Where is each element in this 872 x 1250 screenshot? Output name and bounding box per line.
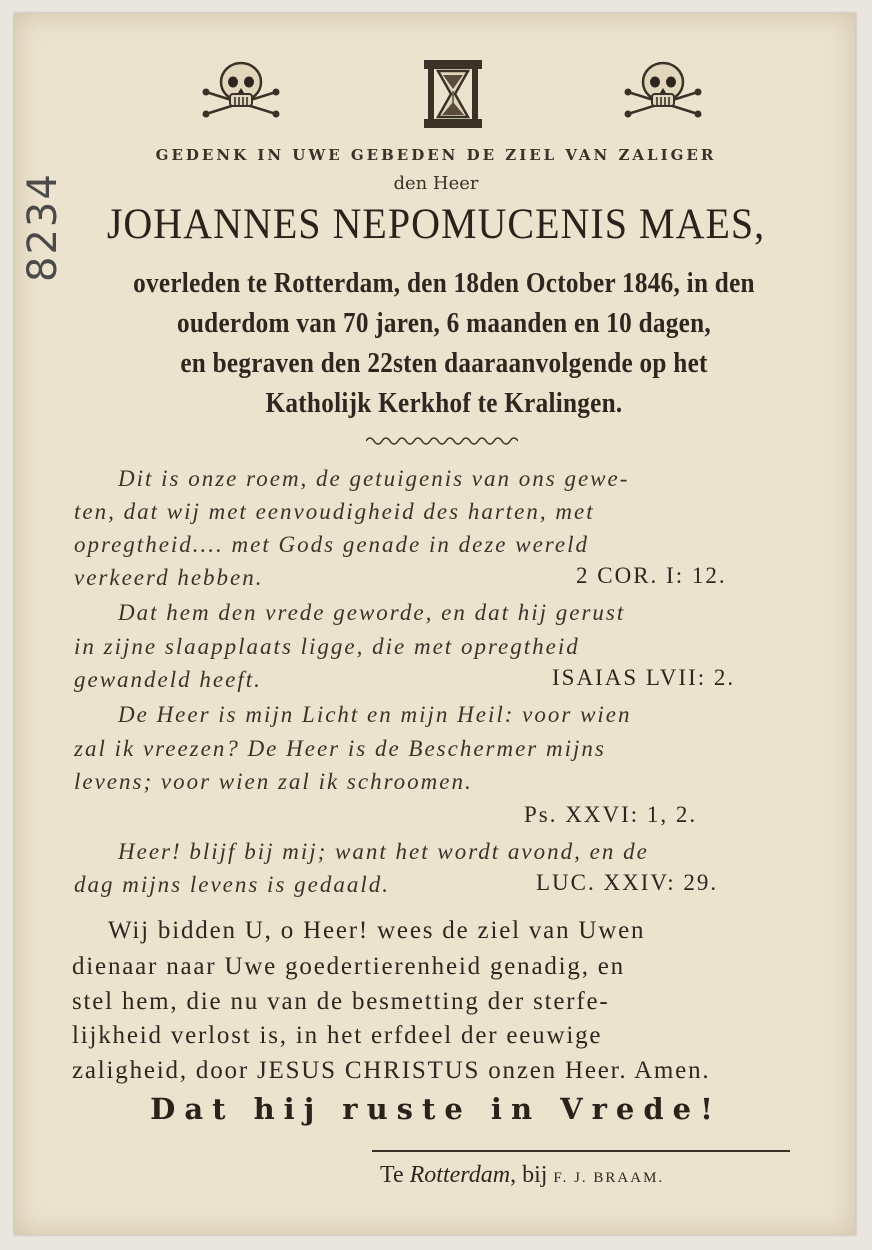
imprint-city: Rotterdam — [409, 1162, 511, 1188]
scripture-reference: Ps. XXVI: 1, 2. — [524, 802, 698, 827]
printer-imprint — [380, 1162, 800, 1189]
verse-line: verkeerd hebben. — [74, 565, 264, 590]
verse-line: dag mijns levens is gedaald. — [74, 872, 390, 897]
prayer-line: Wij bidden U, o Heer! wees de ziel van Uwen — [108, 917, 646, 944]
deceased-name: JOHANNES NEPOMUCENIS MAES, — [106, 199, 766, 248]
verse-line: gewandeld heeft. — [74, 667, 262, 692]
bio-line: en begraven den 22sten daaraanvolgende op het — [180, 348, 708, 379]
skull-crossbones-icon — [200, 58, 282, 124]
hourglass-icon — [422, 58, 484, 130]
bio-line: ouderdom van 70 jaren, 6 maanden en 10 dagen, — [177, 308, 711, 339]
skull-crossbones-icon — [622, 58, 704, 124]
title-prefix: den Heer — [393, 173, 479, 194]
divider-rule — [372, 1150, 790, 1152]
verse-line: Heer! blijf bij mij; want het wordt avond, en de — [118, 839, 649, 864]
verse-line: Dat hem den vrede geworde, en dat hij gerust — [118, 600, 626, 625]
verse-line: levens; voor wien zal ik schroomen. — [74, 769, 473, 794]
prayer-line: stel hem, die nu van de besmetting der sterfe- — [72, 988, 610, 1015]
verse-line: ten, dat wij met eenvoudigheid des harten, met — [74, 499, 595, 524]
imprint-middle: , bij — [510, 1162, 548, 1188]
prayer-line: zaligheid, door JESUS CHRISTUS onzen Heer. Amen. — [72, 1057, 711, 1084]
ornamental-divider — [366, 432, 518, 451]
bio-line: Katholijk Kerkhof te Kralingen. — [265, 388, 623, 419]
imprint-prefix: Te — [380, 1162, 404, 1188]
verse-line: De Heer is mijn Licht en mijn Heil: voor wien — [118, 702, 632, 727]
verse-line: zal ik vreezen? De Heer is de Beschermer mijns — [74, 736, 606, 761]
closing-blessing: Dat hij ruste in Vrede! — [150, 1092, 722, 1126]
archive-number: 8234 — [20, 172, 66, 282]
imprint-printer-name: F. J. BRAAM. — [553, 1170, 665, 1186]
scripture-reference: ISAIAS LVII: 2. — [552, 665, 736, 690]
scripture-reference: 2 COR. I: 12. — [576, 563, 727, 588]
bio-line: overleden te Rotterdam, den 18den October 1846, in den — [133, 268, 755, 299]
remembrance-heading: GEDENK IN UWE GEBEDEN DE ZIEL VAN ZALIGER — [155, 146, 717, 164]
verse-line: opregtheid.... met Gods genade in deze wereld — [74, 532, 589, 557]
verse-line: in zijne slaapplaats ligge, die met opregtheid — [74, 634, 580, 659]
prayer-line: lijkheid verlost is, in het erfdeel der eeuwige — [72, 1022, 603, 1049]
verse-line: Dit is onze roem, de getuigenis van ons gewe- — [118, 466, 630, 491]
scripture-reference: LUC. XXIV: 29. — [536, 870, 719, 895]
prayer-line: dienaar naar Uwe goedertierenheid genadig, en — [72, 953, 625, 980]
